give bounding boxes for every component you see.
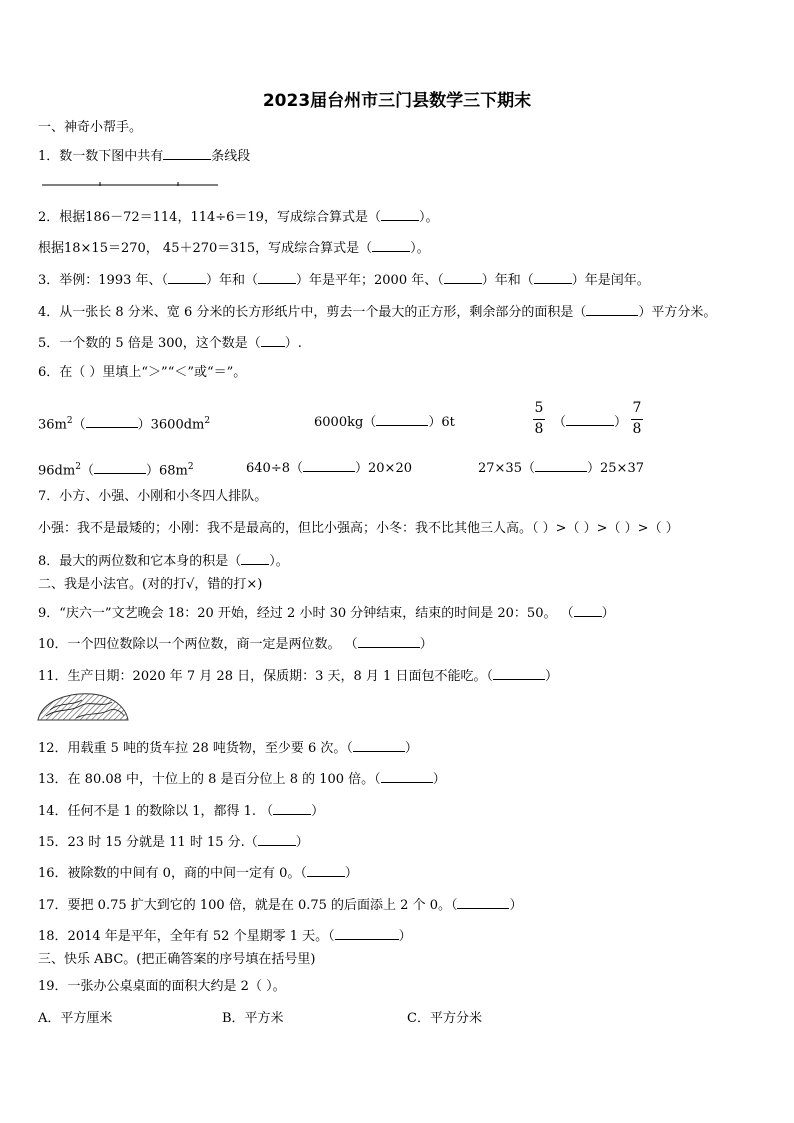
question-7: 7．小方、小强、小刚和小冬四人排队。 — [38, 489, 268, 504]
page-title: 2023届台州市三门县数学三下期末 — [262, 91, 532, 111]
question-9: 9．“庆六一”文艺晚会 18：20 开始，经过 2 小时 30 分钟结束，结束的时间是 20：50。 （ ） — [38, 603, 615, 623]
question-6: 6．在（ ）里填上“＞”“＜”或“＝”。 — [38, 365, 247, 380]
answer-blank[interactable] — [94, 460, 146, 474]
question-15: 15．23 时 15 分就是 11 时 15 分.（ ） — [38, 832, 309, 852]
line-segment-figure — [42, 181, 218, 187]
question-13: 13．在 80.08 中，十位上的 8 是百分位上 8 的 100 倍。（ ） — [38, 769, 446, 789]
answer-blank[interactable] — [534, 270, 572, 284]
option-c[interactable]: C．平方分米 — [407, 1011, 482, 1026]
answer-blank[interactable] — [335, 926, 399, 940]
answer-blank[interactable] — [273, 801, 311, 815]
compare-item-c: （ ） — [553, 412, 627, 432]
answer-blank[interactable] — [566, 412, 614, 426]
answer-blank[interactable] — [444, 270, 482, 284]
compare-item-d: $96dm^2$（ ）$68m^2$ — [38, 462, 194, 479]
question-2a: 2．根据186－72＝114，114÷6＝19，写成综合算式是（ ）。 — [38, 207, 438, 227]
bread-image — [36, 690, 130, 724]
answer-blank[interactable] — [586, 302, 638, 316]
exam-page: 2023届台州市三门县数学三下期末 一、神奇小帮手。 1．数一数下图中共有 条线段 2．根据186－72＝114，114÷6＝19，写成综合算式是（ ）。 根据18×15＝270， 45＋270＝315，写成综合算式是（ ）。 3．举例：1993 年、（ ）年和（ ）年是平年；2000 年、（ ）年和（ ）年是闰年。 4．从一张长 8 分米、宽 6 分米的长方形纸片中，剪去一个最大的正方形，剩余部分的面积是（ ）平方分米。 5．一个数的 5 倍是 300，这个数是（ ）. 6．在（ ）里填上“＞”“＜”或“＝”。 $36m^2$（ ）$3600dm^2$ 6000kg（ ）6t 5 8 （ ） 7 8 $96dm^2$（ ）$68m^2$ 640÷8（ ）20×20 27×35（ ）25×37 7．小方、小强、小刚和小冬四人排队。 小强：我不是最矮的；小刚：我不是最高的，但比小强高；小冬：我不比其他三人高。（ ）>（ ）>（ ）>（ ） 8．最大的两位数和它本身的积是（ ）。 二、我是小法官。(对的打√，错的打×) 9．“庆六一”文艺晚会 18：20 开始，经过 2 小时 30 分钟结束，结束的时间是 20：50。 （ ） 10．一个四位数除以一个两位数，商一定是两位数。 （ ） 11．生产日期：2020 年 7 月 28 日，保质期：3 天，8 月 1 日面包不能吃。（ ） 12．用载重 5 吨的货车拉 28 吨货物，至少要 6 次。（ ） 13．在 80.08 中，十位上的 8 是百分位上 8 的 100 倍。（ ） 14．任何不是 1 的数除以 1，都得 1. （ ） 15．23 时 15 分就是 11 时 15 分.（ ） 16．被除数的中间有 0，商的中间一定有 0。（ ） 17．要把 0.75 扩大到它的 100 倍，就是在 0.75 的后面添上 2 个 0。（ ） 18．2014 年是平年，全年有 52 个星期零 1 天。（ ） 三、快乐 ABC。(把正确答案的序号填在括号里) 19．一张办公桌桌面的面积大约是 2（ ）。 A．平方厘米 B．平方米 C．平方分米 — [0, 0, 794, 1123]
answer-blank[interactable] — [381, 207, 419, 221]
answer-blank[interactable] — [303, 458, 355, 472]
question-7-clues: 小强：我不是最矮的；小刚：我不是最高的，但比小强高；小冬：我不比其他三人高。（ ）>（ ）>（ ）>（ ） — [38, 521, 679, 536]
question-11: 11．生产日期：2020 年 7 月 28 日，保质期：3 天，8 月 1 日面包不能吃。（ ） — [38, 666, 558, 686]
answer-blank[interactable] — [381, 769, 433, 783]
question-10: 10．一个四位数除以一个两位数，商一定是两位数。 （ ） — [38, 634, 433, 654]
question-18: 18．2014 年是平年，全年有 52 个星期零 1 天。（ ） — [38, 926, 412, 946]
answer-blank[interactable] — [168, 270, 206, 284]
answer-blank[interactable] — [535, 458, 587, 472]
answer-blank[interactable] — [372, 238, 410, 252]
answer-blank[interactable] — [163, 146, 211, 160]
answer-blank[interactable] — [86, 414, 138, 428]
question-19: 19．一张办公桌桌面的面积大约是 2（ ）。 — [38, 979, 286, 994]
answer-blank[interactable] — [353, 738, 405, 752]
option-b[interactable]: B．平方米 — [222, 1011, 284, 1026]
question-4: 4．从一张长 8 分米、宽 6 分米的长方形纸片中，剪去一个最大的正方形，剩余部分的面积是（ ）平方分米。 — [38, 302, 716, 322]
question-8: 8．最大的两位数和它本身的积是（ ）。 — [38, 551, 289, 571]
section-3-heading: 三、快乐 ABC。(把正确答案的序号填在括号里) — [38, 952, 316, 967]
question-5: 5．一个数的 5 倍是 300，这个数是（ ）. — [38, 333, 302, 353]
question-12: 12．用载重 5 吨的货车拉 28 吨货物，至少要 6 次。（ ） — [38, 738, 418, 758]
compare-item-f: 27×35（ ）25×37 — [478, 458, 644, 478]
compare-item-e: 640÷8（ ）20×20 — [246, 458, 412, 478]
question-16: 16．被除数的中间有 0，商的中间一定有 0。（ ） — [38, 863, 358, 883]
question-14: 14．任何不是 1 的数除以 1，都得 1. （ ） — [38, 801, 324, 821]
answer-blank[interactable] — [241, 551, 269, 565]
question-3: 3．举例：1993 年、（ ）年和（ ）年是平年；2000 年、（ ）年和（ ）年是闰年。 — [38, 270, 650, 290]
answer-blank[interactable] — [258, 270, 296, 284]
answer-blank[interactable] — [358, 634, 420, 648]
answer-blank[interactable] — [258, 832, 296, 846]
question-2b: 根据18×15＝270， 45＋270＝315，写成综合算式是（ ）。 — [38, 238, 430, 258]
answer-blank[interactable] — [261, 333, 285, 347]
question-17: 17．要把 0.75 扩大到它的 100 倍，就是在 0.75 的后面添上 2 个 0。（ ） — [38, 895, 523, 915]
answer-blank[interactable] — [574, 603, 602, 617]
section-1-heading: 一、神奇小帮手。 — [38, 120, 143, 135]
compare-item-b: 6000kg（ ）6t — [314, 412, 455, 432]
answer-blank[interactable] — [457, 895, 509, 909]
section-2-heading: 二、我是小法官。(对的打√，错的打×) — [38, 577, 263, 592]
answer-blank[interactable] — [376, 412, 428, 426]
answer-blank[interactable] — [493, 666, 545, 680]
question-1: 1．数一数下图中共有 条线段 — [38, 146, 250, 166]
compare-item-a: $36m^2$（ ）$3600dm^2$ — [38, 416, 211, 433]
answer-blank[interactable] — [307, 863, 345, 877]
option-a[interactable]: A．平方厘米 — [38, 1011, 113, 1026]
